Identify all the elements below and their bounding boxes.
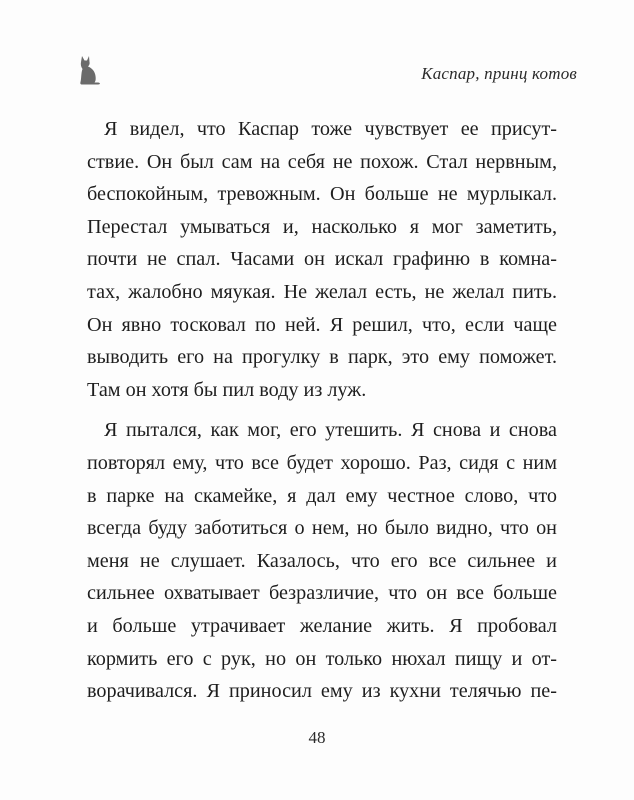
cat-silhouette-icon [76, 53, 102, 85]
text-line: повторял ему, что все будет хорошо. Раз, сидя с ним [87, 451, 557, 474]
text-line: ворачивался. Я приносил ему из кухни телячью пе- [87, 680, 557, 703]
text-line: Я видел, что Каспар тоже чувствует ее присут- [104, 118, 557, 140]
paragraph [87, 414, 557, 707]
text-line: Там он хотя бы пил воду из луж. [87, 378, 367, 401]
text-line: всегда буду заботиться о нем, но было видно, что он [87, 517, 557, 540]
text-line: выводить его на прогулку в парк, это ему поможет. [87, 346, 557, 369]
text-line: почти не спал. Часами он искал графиню в комна- [87, 248, 557, 271]
text-line: сильнее охватывает безразличие, что он все больше [87, 582, 557, 605]
text-line: и больше утрачивает желание жить. Я пробовал [87, 614, 557, 637]
text-line: Я пытался, как мог, его утешить. Я снова и снова [104, 419, 557, 442]
page-number: 48 [308, 728, 326, 747]
text-line: Перестал умываться и, насколько я мог заметить, [87, 215, 557, 238]
text-line: тах, жалобно мяукая. Не желал есть, не желал пить. [87, 280, 557, 303]
text-line: кормить его с рук, но он только нюхал пищу и от- [87, 647, 557, 670]
running-head-title: Каспар, принц котов [421, 64, 577, 83]
paragraph [87, 113, 557, 406]
text-line: беспокойным, тревожным. Он больше не мурлыкал. [87, 183, 557, 206]
text-line: Он явно тосковал по ней. Я решил, что, если чаще [87, 313, 557, 336]
text-line: ствие. Он был сам на себя не похож. Стал нервным, [87, 150, 557, 173]
text-line: меня не слушает. Казалось, что его все сильнее и [87, 549, 557, 572]
paragraph-gap [87, 406, 557, 414]
body-text [87, 113, 557, 708]
text-line: в парке на скамейке, я дал ему честное слово, что [87, 484, 557, 507]
